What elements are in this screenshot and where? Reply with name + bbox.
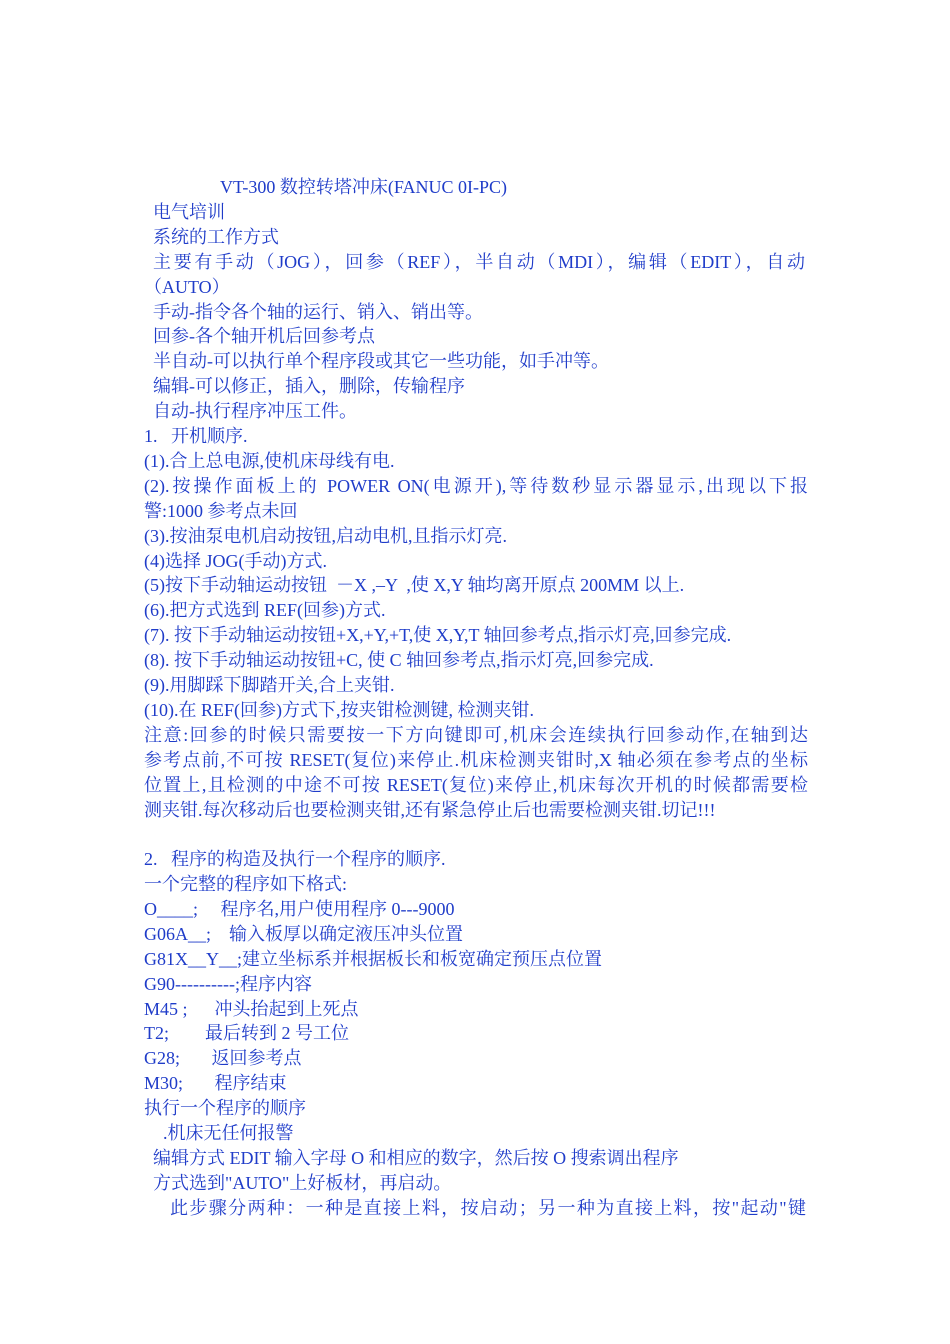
program-line-m30: M30; 程序结束 xyxy=(144,1073,287,1093)
startup-step-5: (5)按下手动轴运动按钮 －X ,–Y ,使 X,Y 轴均离开原点 200MM 以上. xyxy=(144,575,685,595)
section-heading-startup: 1. 开机顺序. xyxy=(144,426,248,446)
mode-jog-description: 手动-指令各个轴的运行、销入、销出等。 xyxy=(153,302,483,322)
run-step-no-alarm: .机床无任何报警 xyxy=(163,1123,294,1143)
startup-note-line-1: 注意:回参的时候只需要按一下方向键即可,机床会连续执行回参动作,在轴到达 xyxy=(144,725,808,745)
mode-ref-description: 回参-各个轴开机后回参考点 xyxy=(153,326,375,346)
startup-step-4: (4)选择 JOG(手动)方式. xyxy=(144,551,327,571)
startup-step-7: (7). 按下手动轴运动按钮+X,+Y,+T,使 X,Y,T 轴回参考点,指示灯亮,回参完成. xyxy=(144,625,732,645)
program-format-intro: 一个完整的程序如下格式: xyxy=(144,874,347,894)
program-line-m45: M45 ; 冲头抬起到上死点 xyxy=(144,999,359,1019)
startup-step-9: (9).用脚踩下脚踏开关,合上夹钳. xyxy=(144,675,395,695)
startup-note-line-3: 位置上,且检测的中途不可按 RESET(复位)来停止,机床每次开机的时候都需要检 xyxy=(144,775,808,795)
mode-mdi-description: 半自动-可以执行单个程序段或其它一些功能，如手冲等。 xyxy=(153,351,609,371)
run-program-heading: 执行一个程序的顺序 xyxy=(144,1098,306,1118)
program-line-g81: G81X__Y__;建立坐标系并根据板长和板宽确定预压点位置 xyxy=(144,949,602,969)
startup-step-2-continuation: 警:1000 参考点未回 xyxy=(144,501,298,521)
program-line-g90: G90----------;程序内容 xyxy=(144,974,312,994)
subtitle-electrical-training: 电气培训 xyxy=(153,202,225,222)
run-step-auto-start: 方式选到"AUTO"上好板材，再启动。 xyxy=(153,1173,452,1193)
startup-step-1: (1).合上总电源,使机床母线有电. xyxy=(144,451,395,471)
program-line-g28: G28; 返回参考点 xyxy=(144,1048,302,1068)
startup-step-2: (2).按操作面板上的 POWER ON(电源开),等待数秒显示器显示,出现以下报 xyxy=(144,476,808,496)
startup-note-line-2: 参考点前,不可按 RESET(复位)来停止.机床检测夹钳时,X 轴必须在参考点的坐标 xyxy=(144,750,808,770)
run-step-two-ways: 此步骤分两种：一种是直接上料，按启动；另一种为直接上料，按"起动"键 xyxy=(170,1198,806,1218)
startup-step-3: (3).按油泵电机启动按钮,启动电机,且指示灯亮. xyxy=(144,526,507,546)
startup-step-8: (8). 按下手动轴运动按钮+C, 使 C 轴回参考点,指示灯亮,回参完成. xyxy=(144,650,654,670)
run-step-edit-search: 编辑方式 EDIT 输入字母 O 和相应的数字，然后按 O 搜索调出程序 xyxy=(153,1148,679,1168)
mode-edit-description: 编辑-可以修正，插入，删除，传输程序 xyxy=(153,376,465,396)
startup-step-6: (6).把方式选到 REF(回参)方式. xyxy=(144,600,386,620)
mode-auto-description: 自动-执行程序冲压工件。 xyxy=(153,401,357,421)
program-line-o: O____; 程序名,用户使用程序 0---9000 xyxy=(144,899,455,919)
modes-intro-line: 主要有手动（JOG），回参（REF），半自动（MDI），编辑（EDIT），自动 xyxy=(153,252,805,272)
section-heading-program-structure: 2. 程序的构造及执行一个程序的顺序. xyxy=(144,849,446,869)
document-title: VT-300 数控转塔冲床(FANUC 0I-PC) xyxy=(220,177,508,197)
program-line-t2: T2; 最后转到 2 号工位 xyxy=(144,1023,349,1043)
modes-intro-continuation: （AUTO） xyxy=(144,277,230,297)
startup-step-10: (10).在 REF(回参)方式下,按夹钳检测键, 检测夹钳. xyxy=(144,700,534,720)
section-heading-working-modes: 系统的工作方式 xyxy=(153,227,279,247)
startup-note-line-4: 测夹钳.每次移动后也要检测夹钳,还有紧急停止后也需要检测夹钳.切记!!! xyxy=(144,800,716,820)
program-line-g06: G06A__; 输入板厚以确定液压冲头位置 xyxy=(144,924,463,944)
